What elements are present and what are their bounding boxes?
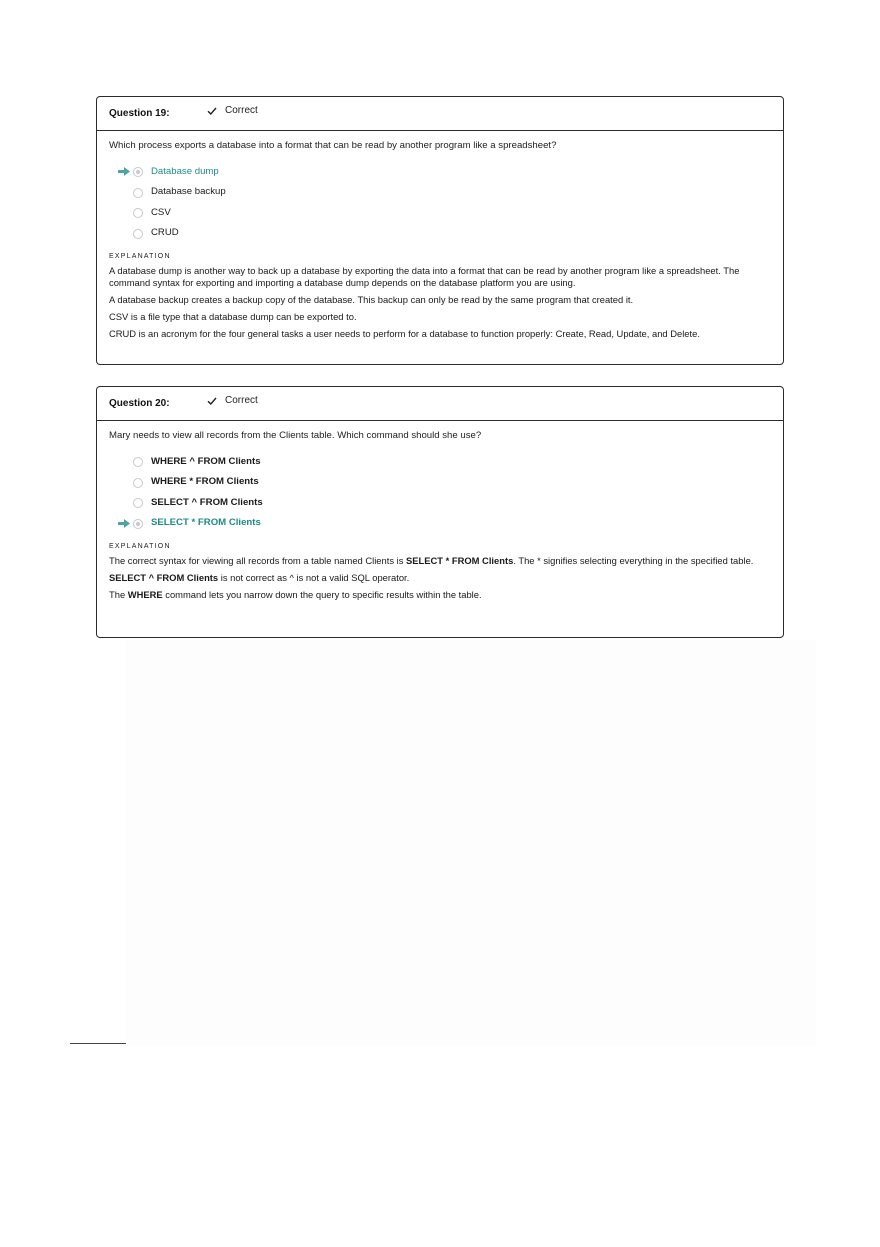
explanation-code: WHERE [127,589,163,600]
status-badge [207,395,258,406]
answer-option[interactable] [109,472,771,493]
question-header [97,387,783,421]
answer-option[interactable] [109,182,771,203]
option-label: CSV [151,206,171,218]
radio-button[interactable] [133,229,143,239]
answer-option[interactable] [109,492,771,513]
explanation-text: The [109,589,128,600]
answer-options [109,451,771,533]
explanation-text: . The * signifies selecting everything in the specified table. [513,555,754,566]
question-prompt: Which process exports a database into a format that can be read by another program like a spreadsheet? [109,140,557,151]
answer-option[interactable] [109,202,771,223]
check-icon [207,106,217,116]
question-number: Question 20: [109,398,170,409]
answer-options [109,161,771,243]
explanation-paragraph [109,572,771,584]
option-label: SELECT ^ FROM Clients [151,496,263,508]
answer-option[interactable] [109,513,771,534]
explanation-paragraph [109,589,771,601]
explanation [109,555,771,601]
question-prompt: Mary needs to view all records from the Clients table. Which command should she use? [109,430,482,441]
radio-button[interactable] [133,519,143,529]
explanation-text: command lets you narrow down the query to specific results within the table. [162,589,482,600]
status-text: Correct [225,395,258,406]
explanation [109,265,771,341]
option-label: SELECT * FROM Clients [151,517,261,529]
radio-button[interactable] [133,478,143,488]
arrow-right-icon [118,519,130,528]
question-card-19 [96,96,784,365]
explanation-code: SELECT ^ FROM Clients [109,572,219,583]
page-background-panel [126,640,816,1045]
footer-divider [70,1043,126,1044]
answer-option[interactable] [109,223,771,244]
radio-button[interactable] [133,188,143,198]
explanation-label: EXPLANATION [109,543,171,550]
status-badge [207,105,258,116]
answer-option[interactable] [109,161,771,182]
explanation-text: is not correct as ^ is not a valid SQL operator. [218,572,410,583]
option-label: WHERE * FROM Clients [151,476,259,488]
radio-button[interactable] [133,167,143,177]
answer-option[interactable] [109,451,771,472]
explanation-text: The correct syntax for viewing all records from a table named Clients is [109,555,406,566]
option-label: WHERE ^ FROM Clients [151,455,261,467]
explanation-paragraph: A database backup creates a backup copy of the database. This backup can only be read by the same program that created it. [109,294,634,306]
option-label: Database backup [151,186,226,198]
arrow-right-icon [118,167,130,176]
explanation-code: SELECT * FROM Clients [406,555,514,566]
radio-button[interactable] [133,498,143,508]
status-text: Correct [225,105,258,116]
explanation-paragraph: CRUD is an acronym for the four general tasks a user needs to perform for a database to function properly: Create, Read, Update, and Delete. [109,328,700,340]
explanation-paragraph [109,555,771,567]
radio-button[interactable] [133,457,143,467]
explanation-label: EXPLANATION [109,253,171,260]
question-card-20 [96,386,784,638]
question-header [97,97,783,131]
explanation-paragraph: CSV is a file type that a database dump can be exported to. [109,311,357,323]
check-icon [207,396,217,406]
radio-button[interactable] [133,208,143,218]
question-number: Question 19: [109,108,170,119]
option-label: Database dump [151,165,219,177]
explanation-paragraph: A database dump is another way to back up a database by exporting the data into a format that can be read by another program like a spreadsheet. The command syntax for exporting and importing a database dump depends on the database platform you are using. [109,265,740,289]
footer-mark [156,1041,176,1044]
option-label: CRUD [151,227,179,239]
